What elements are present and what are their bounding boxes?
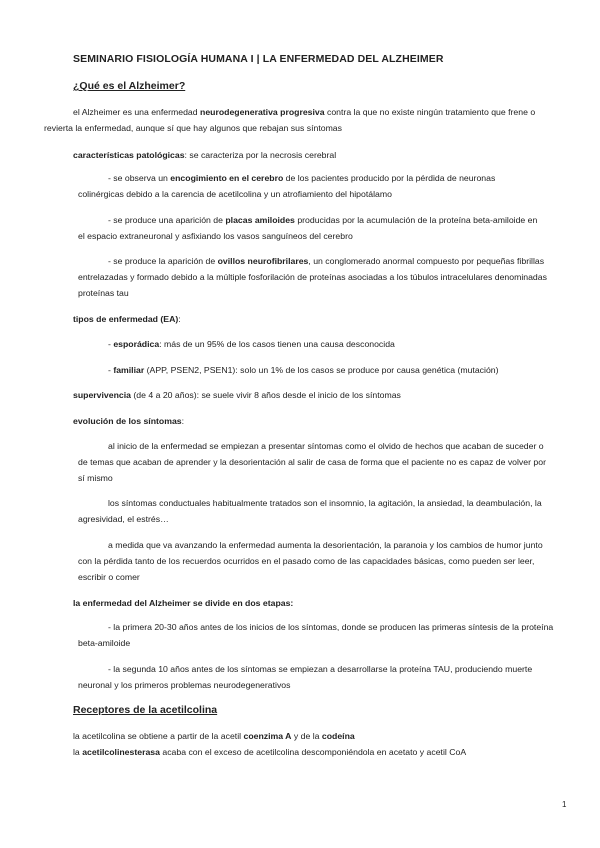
etapas-heading: la enfermedad del Alzheimer se divide en dos etapas: bbox=[73, 598, 294, 608]
section-heading-que-es: ¿Qué es el Alzheimer? bbox=[73, 80, 186, 92]
etapa-item: - la segunda 10 años antes de los síntomas se empiezan a desarrollarse la proteína TAU, produciendo muerte neuronal y los primeros problemas neurodegenerativos bbox=[78, 664, 533, 690]
acetilcolinesterasa-line: la acetilcolinesterasa acaba con el exceso de acetilcolina descomponiéndola en acetato y acetil CoA bbox=[73, 747, 467, 757]
etapa-item: - la primera 20-30 años antes de los inicios de los síntomas, donde se producen las primeras síntesis de la proteína beta-amiloide bbox=[78, 622, 554, 648]
supervivencia-line: supervivencia (de 4 a 20 años): se suele vivir 8 años desde el inicio de los síntomas bbox=[73, 390, 401, 400]
bullet-ovillos: - se produce la aparición de ovillos neurofibrilares, un conglomerado anormal compuesto por pequeñas fibrillas entrelazadas y formado debido a la múltiple fosforilación de proteínas asociadas a los túbulos intracelulares denominadas proteínas tau bbox=[78, 256, 547, 298]
page-number: 1 bbox=[562, 800, 567, 809]
acetilcolina-line: la acetilcolina se obtiene a partir de la acetil coenzima A y de la codeína bbox=[73, 731, 355, 741]
section-heading-receptores: Receptores de la acetilcolina bbox=[73, 704, 218, 716]
evolucion-item: a medida que va avanzando la enfermedad aumenta la desorientación, la paranoia y los cambios de humor junto con la pérdida tanto de los recuerdos ocurridos en el pasado como de las capacidades básicas, como pueden ser leer, escribir o comer bbox=[78, 540, 543, 582]
patologicas-line: características patológicas: se caracteriza por la necrosis cerebral bbox=[73, 150, 337, 160]
evolucion-item: los síntomas conductuales habitualmente tratados son el insomnio, la agitación, la ansiedad, la deambulación, la agresividad, el estrés… bbox=[78, 498, 542, 524]
document-title: SEMINARIO FISIOLOGÍA HUMANA I | LA ENFERMEDAD DEL ALZHEIMER bbox=[73, 53, 444, 65]
bullet-encogimiento: - se observa un encogimiento en el cerebro de los pacientes producido por la pérdida de neuronas colinérgicas debido a la carencia de acetilcolina y un atrofiamiento del hipotálamo bbox=[78, 173, 496, 199]
evolucion-heading: evolución de los síntomas: bbox=[73, 416, 185, 426]
tipo-esporadica: - esporádica: más de un 95% de los casos tienen una causa desconocida bbox=[108, 339, 395, 349]
evolucion-item: al inicio de la enfermedad se empiezan a presentar síntomas como el olvido de hechos que acaban de suceder o de temas que acaban de aprender y la desorientación al salir de casa de forma que el paciente no es capaz de volver por sí mismo bbox=[78, 441, 546, 483]
bullet-placas: - se produce una aparición de placas amiloides producidas por la acumulación de la proteína beta-amiloide en el espacio extraneuronal y asfixiando los vasos sanguíneos del cerebro bbox=[78, 215, 538, 241]
intro-paragraph: el Alzheimer es una enfermedad neurodegenerativa progresiva contra la que no existe ningún tratamiento que frene o revierta la enfermedad, aunque sí que hay algunos que rebajan sus síntomas bbox=[44, 107, 536, 133]
tipos-heading: tipos de enfermedad (EA): bbox=[73, 314, 181, 324]
tipo-familiar: - familiar (APP, PSEN2, PSEN1): solo un 1% de los casos se produce por causa genética (mutación) bbox=[108, 365, 499, 375]
